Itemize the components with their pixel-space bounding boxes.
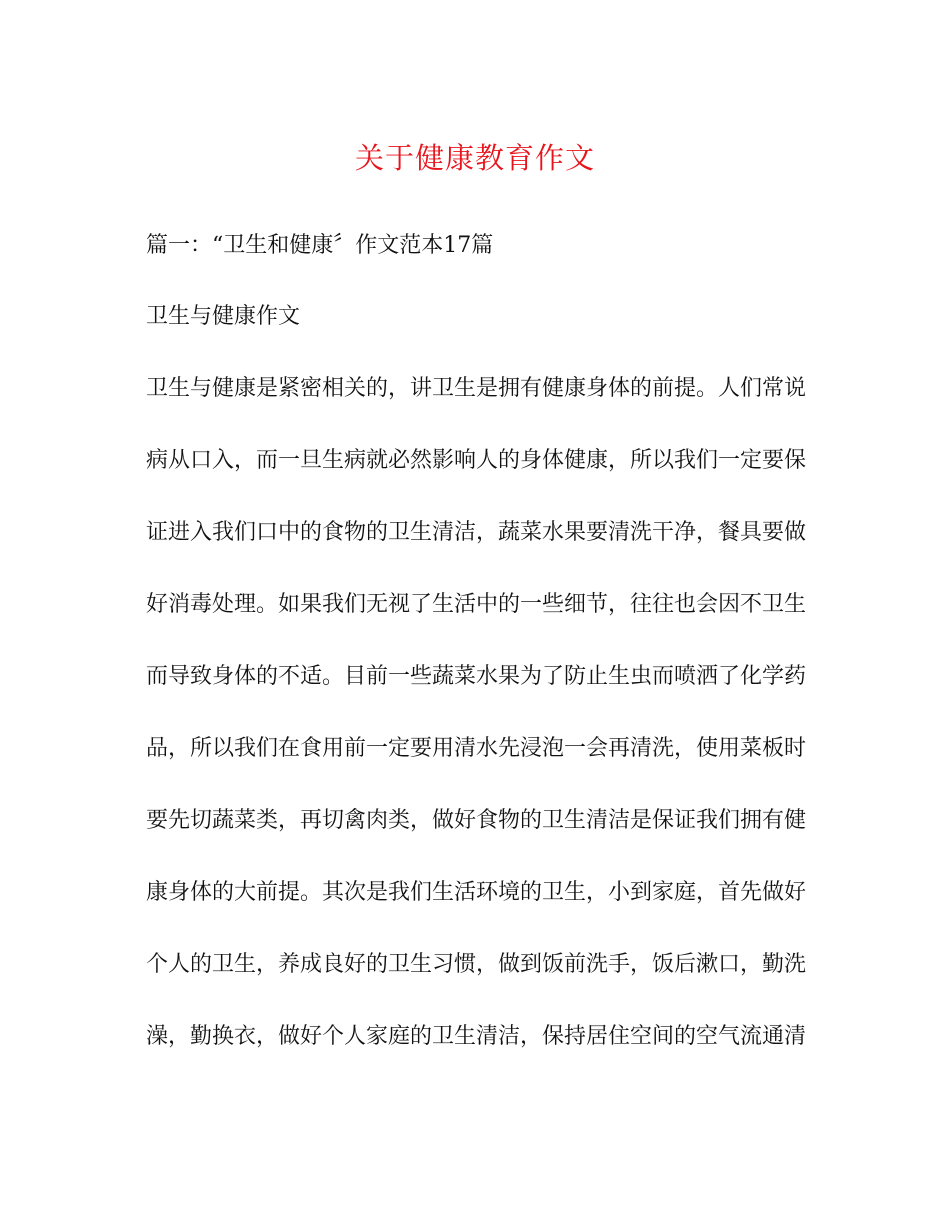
body-line: 品，所以我们在食用前一定要用清水先浸泡一会再清洗，使用菜板时 (146, 736, 806, 761)
body-line: 病从口入，而一旦生病就必然影响人的身体健康，所以我们一定要保 (146, 448, 806, 473)
body-line: 个人的卫生，养成良好的卫生习惯，做到饭前洗手，饭后漱口，勤洗 (146, 952, 806, 977)
body-line: 澡，勤换衣，做好个人家庭的卫生清洁，保持居住空间的空气流通清 (146, 1024, 806, 1049)
subheading: 卫生与健康作文 (146, 304, 301, 329)
body-line: 要先切蔬菜类，再切禽肉类，做好食物的卫生清洁是保证我们拥有健 (146, 808, 806, 833)
body-line: 卫生与健康是紧密相关的，讲卫生是拥有健康身体的前提。人们常说 (146, 376, 806, 401)
document-title: 关于健康教育作文 (354, 141, 595, 175)
body-line: 康身体的大前提。其次是我们生活环境的卫生，小到家庭，首先做好 (146, 880, 806, 905)
section-heading: 篇一：“卫生和健康〞作文范本17篇 (146, 233, 494, 258)
body-line: 证进入我们口中的食物的卫生清洁，蔬菜水果要清洗干净，餐具要做 (146, 520, 806, 545)
body-line: 而导致身体的不适。目前一些蔬菜水果为了防止生虫而喷洒了化学药 (146, 664, 806, 689)
body-line: 好消毒处理。如果我们无视了生活中的一些细节，往往也会因不卫生 (146, 592, 806, 617)
